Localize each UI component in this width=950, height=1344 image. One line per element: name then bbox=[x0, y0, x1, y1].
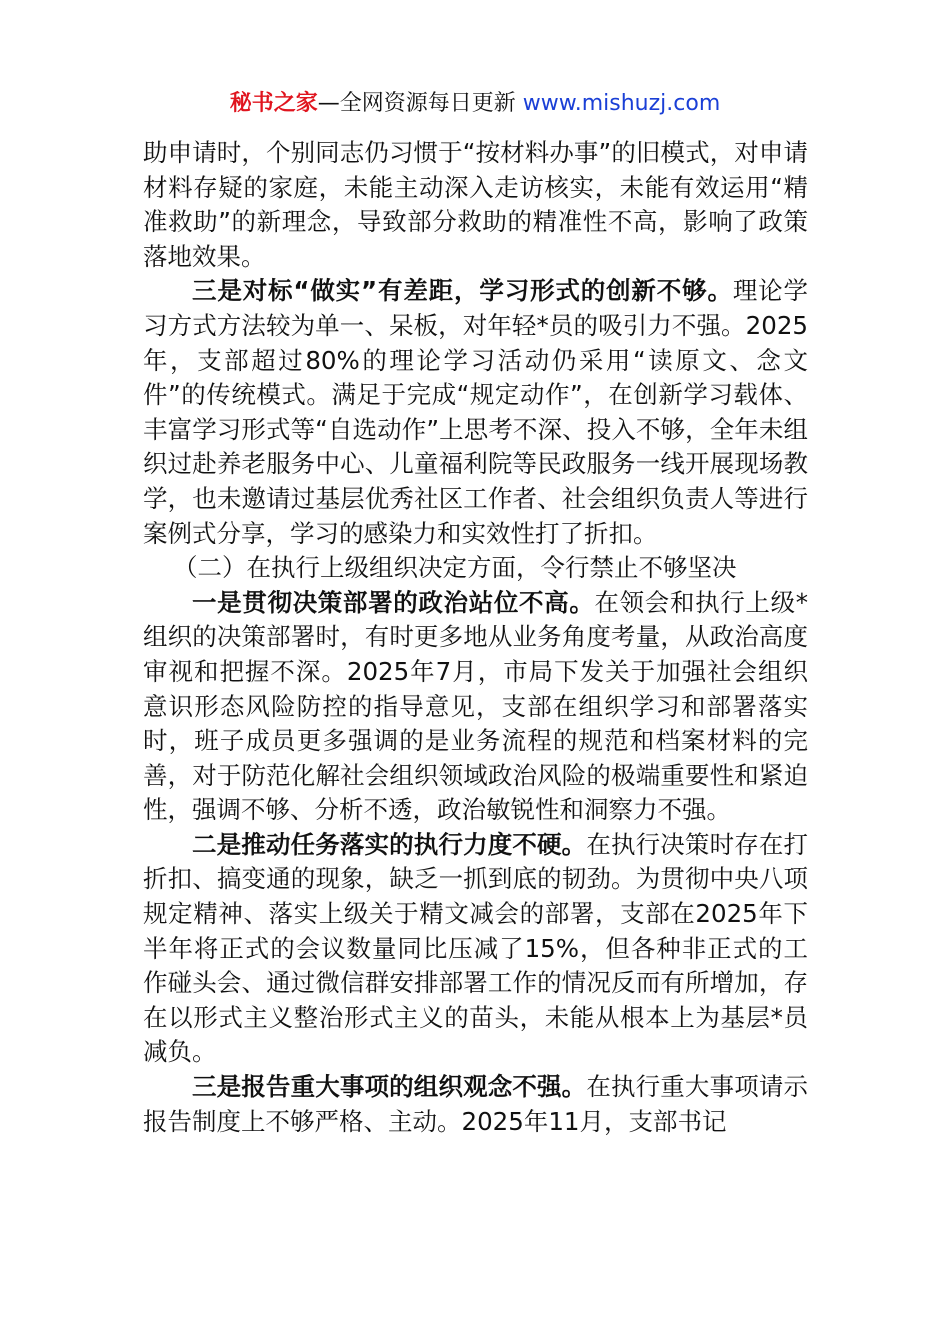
paragraph-text: 在执行决策时存在打折扣、搞变通的现象，缺乏一抓到底的韧劲。为贯彻中央八项规定精神、落实上级关于精文减会的部署，支部在2025年下半年将正式的会议数量同比压减了15%，但各种非正式的工作碰头会、通过微信群安排部署工作的情况反而有所增加，存在以形式主义整治形式主义的苗头，未能从根本上为基层*员减负。 bbox=[143, 829, 809, 1067]
paragraph-lead-heading: 三是对标“做实”有差距，学习形式的创新不够。 bbox=[192, 276, 733, 306]
section-heading: （二）在执行上级组织决定方面，令行禁止不够坚决 bbox=[173, 553, 737, 583]
paragraph-political-stance bbox=[143, 586, 808, 828]
paragraph-text: 理论学习方式方法较为单一、呆板，对年轻*员的吸引力不强。2025年，支部超过80%的理论学习活动仍采用“读原文、念文件”的传统模式。满足于完成“规定动作”，在创新学习载体、丰富学习形式等“自选动作”上思考不深、投入不够，全年未组织过赴养老服务中心、儿童福利院等民政服务一线开展现场教学，也未邀请过基层优秀社区工作者、社会组织负责人等进行案例式分享，学习的感染力和实效性打了折扣。 bbox=[143, 276, 809, 548]
paragraph-text: 在执行重大事项请示报告制度上不够严格、主动。2025年11月，支部书记 bbox=[143, 1072, 809, 1136]
document-body bbox=[143, 136, 808, 1139]
paragraph-execution bbox=[143, 828, 808, 1070]
paragraph-text: 在领会和执行上级*组织的决策部署时，有时更多地从业务角度考量，从政治高度审视和把握不深。2025年7月，市局下发关于加强社会组织意识形态风险防控的指导意见，支部在组织学习和部署落实时，班子成员更多强调的是业务流程的规范和档案材料的完善，对于防范化解社会组织领域政治风险的极端重要性和紧迫性，强调不够、分析不透，政治敏锐性和洞察力不强。 bbox=[143, 587, 808, 825]
paragraph-lead-heading: 二是推动任务落实的执行力度不硬。 bbox=[192, 829, 587, 859]
paragraph-lead-heading: 一是贯彻决策部署的政治站位不高。 bbox=[192, 587, 595, 617]
paragraph-reporting bbox=[143, 1070, 808, 1139]
paragraph-continued: 助申请时，个别同志仍习惯于“按材料办事”的旧模式，对申请材料存疑的家庭，未能主动深入走访核实，未能有效运用“精准救助”的新理念，导致部分救助的精准性不高，影响了政策落地效果。 bbox=[143, 138, 808, 271]
site-url-link[interactable]: www.mishuzj.com bbox=[522, 91, 721, 116]
site-header bbox=[0, 88, 950, 120]
paragraph-lead-heading: 三是报告重大事项的组织观念不强。 bbox=[192, 1072, 587, 1102]
brand-name: 秘书之家 bbox=[229, 91, 318, 116]
header-tagline: —全网资源每日更新 bbox=[317, 91, 523, 116]
paragraph-study-innovation bbox=[143, 274, 808, 551]
